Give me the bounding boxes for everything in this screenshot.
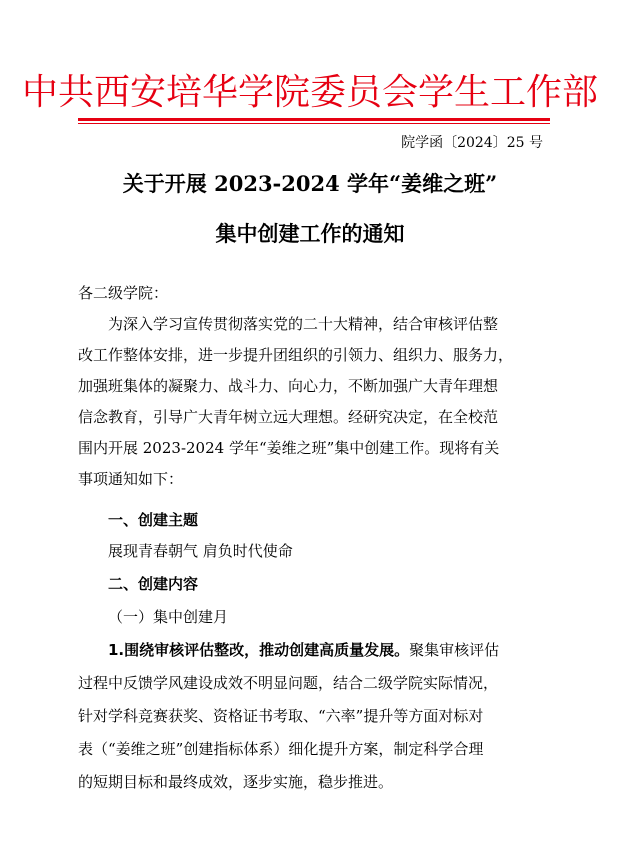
item-1-line: 过程中反馈学风建设成效不明显问题，结合二级学院实际情况，	[78, 674, 499, 692]
header-rule-thick	[78, 118, 550, 121]
document-number: 院学函〔2024〕25 号	[401, 135, 543, 151]
title-line-1: 关于开展 2023-2024 学年“姜维之班”	[122, 171, 498, 196]
item-1-line: 的短期目标和最终成效，逐步实施，稳步推进。	[78, 773, 394, 791]
subsection-heading: （一）集中创建月	[108, 608, 229, 626]
item-1-line: 针对学科竞赛获奖、资格证书考取、“六率”提升等方面对标对	[78, 707, 484, 725]
item-1-line: 表（“姜维之班”创建指标体系）细化提升方案，制定科学合理	[78, 740, 484, 758]
intro-line: 信念教育，引导广大青年树立远大理想。经研究决定，在全校范	[78, 408, 499, 426]
section-heading-content: 二、创建内容	[108, 575, 199, 593]
intro-line: 加强班集体的凝聚力、战斗力、向心力，不断加强广大青年理想	[78, 377, 499, 395]
salutation: 各二级学院：	[78, 284, 169, 302]
issuing-org-header: 中共西安培华学院委员会学生工作部	[21, 72, 598, 113]
item-1-rest: 聚集审核评估	[409, 641, 500, 659]
theme-text: 展现青春朝气 肩负时代使命	[108, 542, 293, 560]
intro-line: 为深入学习宣传贯彻落实党的二十大精神，结合审核评估整	[108, 315, 499, 333]
header-rule-thin	[78, 123, 550, 124]
item-1-first-line	[108, 640, 578, 661]
intro-line: 改工作整体安排，进一步提升团组织的引领力、组织力、服务力，	[78, 346, 514, 364]
item-1-lead: 1.围绕审核评估整改，推动创建高质量发展。	[108, 641, 410, 659]
intro-line: 围内开展 2023-2024 学年“姜维之班”集中创建工作。现将有关	[78, 439, 500, 457]
section-heading-theme: 一、创建主题	[108, 511, 199, 529]
title-line-2: 集中创建工作的通知	[215, 221, 405, 246]
intro-line: 事项通知如下：	[78, 470, 184, 488]
